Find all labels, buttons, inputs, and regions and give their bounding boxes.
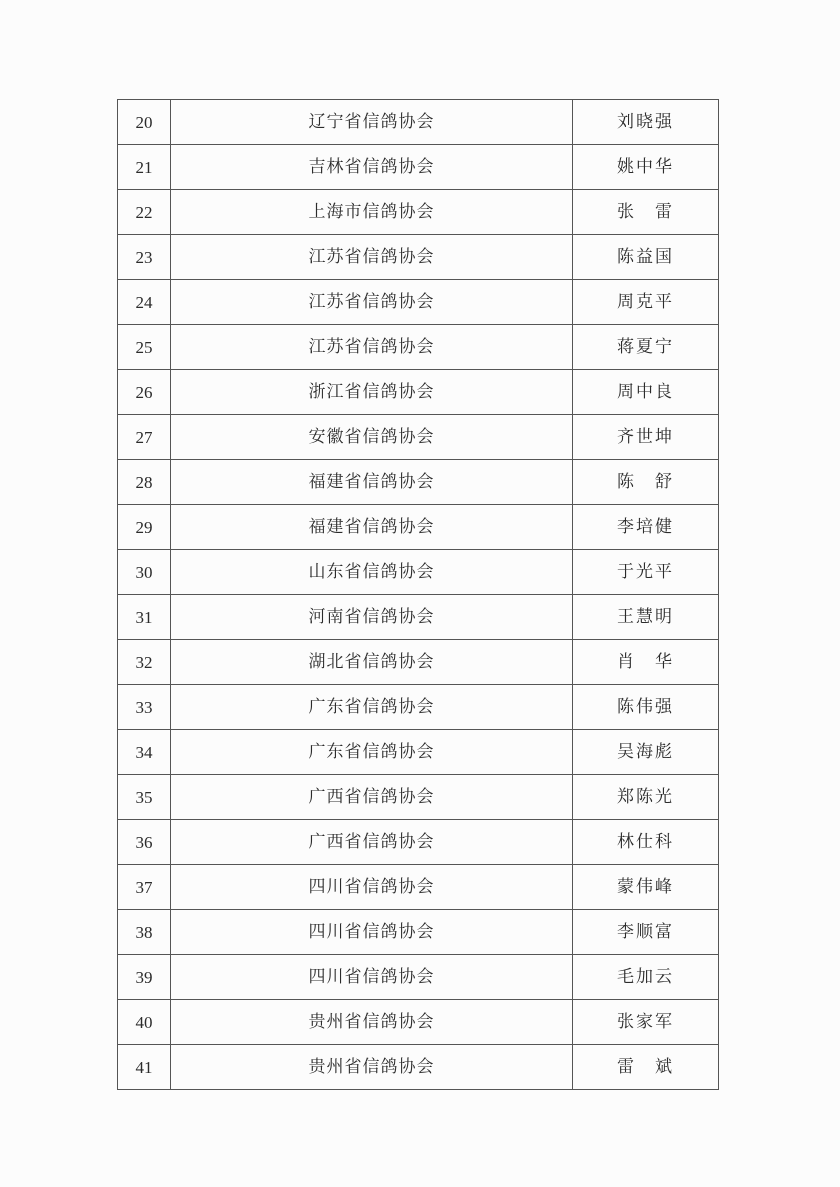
association-name: 四川省信鸽协会: [171, 955, 573, 1000]
person-name: 吴海彪: [573, 730, 719, 775]
table-row: [118, 100, 719, 145]
row-number: 39: [118, 955, 171, 1000]
association-name: 浙江省信鸽协会: [171, 370, 573, 415]
person-name: 齐世坤: [573, 415, 719, 460]
person-name: 肖 华: [573, 640, 719, 685]
row-number: 29: [118, 505, 171, 550]
person-name: 李顺富: [573, 910, 719, 955]
row-number: 38: [118, 910, 171, 955]
table-row: [118, 955, 719, 1000]
person-name: 周中良: [573, 370, 719, 415]
person-name: 雷 斌: [573, 1045, 719, 1090]
table-row: [118, 1045, 719, 1090]
person-name: 毛加云: [573, 955, 719, 1000]
person-name: 蒙伟峰: [573, 865, 719, 910]
row-number: 35: [118, 775, 171, 820]
person-name: 郑陈光: [573, 775, 719, 820]
association-name: 安徽省信鸽协会: [171, 415, 573, 460]
table-row: [118, 370, 719, 415]
person-name: 蒋夏宁: [573, 325, 719, 370]
person-name: 王慧明: [573, 595, 719, 640]
row-number: 27: [118, 415, 171, 460]
association-name: 福建省信鸽协会: [171, 505, 573, 550]
person-name: 林仕科: [573, 820, 719, 865]
table-row: [118, 775, 719, 820]
association-name: 湖北省信鸽协会: [171, 640, 573, 685]
association-name: 贵州省信鸽协会: [171, 1000, 573, 1045]
table-row: [118, 550, 719, 595]
person-name: 张家军: [573, 1000, 719, 1045]
table-row: [118, 190, 719, 235]
person-name: 于光平: [573, 550, 719, 595]
person-name: 周克平: [573, 280, 719, 325]
table-row: [118, 640, 719, 685]
table-row: [118, 145, 719, 190]
table-row: [118, 1000, 719, 1045]
person-name: 姚中华: [573, 145, 719, 190]
association-name: 江苏省信鸽协会: [171, 235, 573, 280]
table-row: [118, 865, 719, 910]
row-number: 24: [118, 280, 171, 325]
table-row: [118, 505, 719, 550]
person-name: 陈 舒: [573, 460, 719, 505]
table-row: [118, 415, 719, 460]
row-number: 34: [118, 730, 171, 775]
association-name: 广西省信鸽协会: [171, 820, 573, 865]
association-name: 江苏省信鸽协会: [171, 280, 573, 325]
row-number: 32: [118, 640, 171, 685]
person-name: 刘晓强: [573, 100, 719, 145]
table-row: [118, 325, 719, 370]
person-name: 陈益国: [573, 235, 719, 280]
person-name: 张 雷: [573, 190, 719, 235]
association-name: 广东省信鸽协会: [171, 685, 573, 730]
row-number: 31: [118, 595, 171, 640]
table-row: [118, 730, 719, 775]
table-row: [118, 910, 719, 955]
roster-table-body: [118, 100, 719, 1090]
row-number: 22: [118, 190, 171, 235]
row-number: 26: [118, 370, 171, 415]
row-number: 37: [118, 865, 171, 910]
table-row: [118, 235, 719, 280]
row-number: 41: [118, 1045, 171, 1090]
person-name: 陈伟强: [573, 685, 719, 730]
table-row: [118, 685, 719, 730]
table-row: [118, 280, 719, 325]
row-number: 21: [118, 145, 171, 190]
table-row: [118, 595, 719, 640]
association-name: 福建省信鸽协会: [171, 460, 573, 505]
association-name: 辽宁省信鸽协会: [171, 100, 573, 145]
association-name: 上海市信鸽协会: [171, 190, 573, 235]
association-name: 江苏省信鸽协会: [171, 325, 573, 370]
association-name: 四川省信鸽协会: [171, 910, 573, 955]
association-name: 广东省信鸽协会: [171, 730, 573, 775]
association-name: 河南省信鸽协会: [171, 595, 573, 640]
row-number: 28: [118, 460, 171, 505]
row-number: 36: [118, 820, 171, 865]
row-number: 40: [118, 1000, 171, 1045]
roster-table: [117, 99, 719, 1090]
row-number: 23: [118, 235, 171, 280]
association-name: 吉林省信鸽协会: [171, 145, 573, 190]
association-name: 广西省信鸽协会: [171, 775, 573, 820]
association-name: 山东省信鸽协会: [171, 550, 573, 595]
person-name: 李培健: [573, 505, 719, 550]
row-number: 30: [118, 550, 171, 595]
table-row: [118, 820, 719, 865]
row-number: 25: [118, 325, 171, 370]
row-number: 20: [118, 100, 171, 145]
association-name: 贵州省信鸽协会: [171, 1045, 573, 1090]
row-number: 33: [118, 685, 171, 730]
table-row: [118, 460, 719, 505]
association-name: 四川省信鸽协会: [171, 865, 573, 910]
